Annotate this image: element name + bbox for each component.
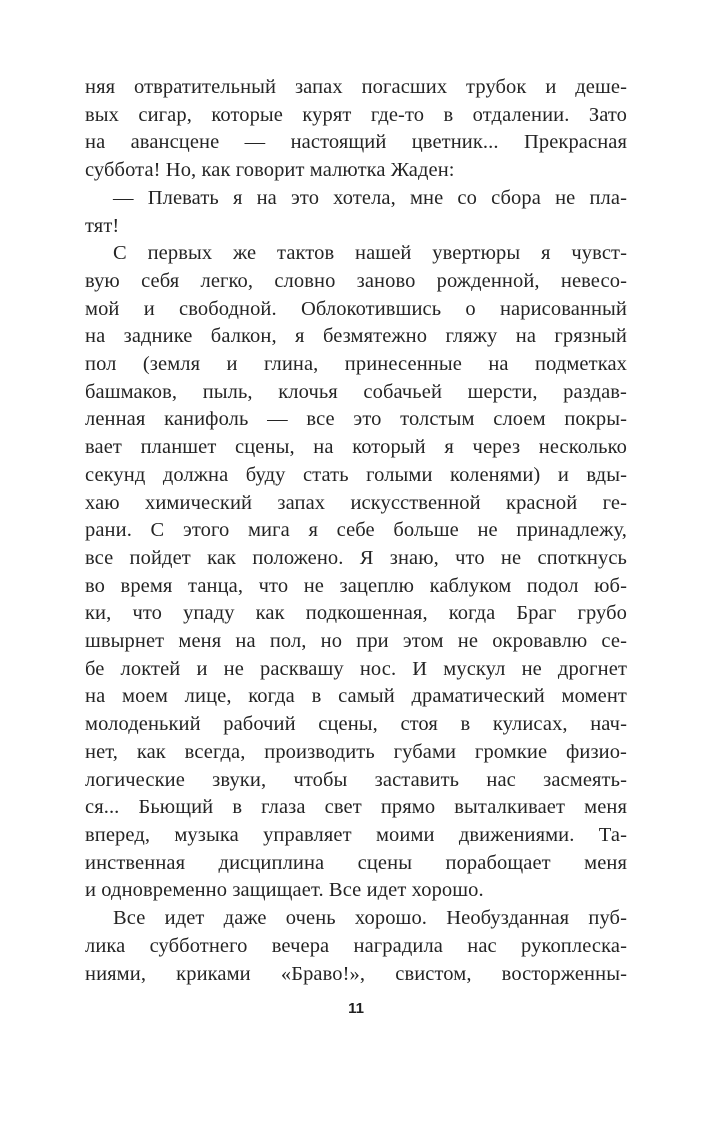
text-line: инственная дисциплина сцены порабощает меня xyxy=(85,851,627,874)
text-line: ся... Бьющий в глаза свет прямо выталкивает меня xyxy=(85,796,627,819)
text-line: молоденький рабочий сцены, стоя в кулисах, нач- xyxy=(85,713,627,736)
text-line: ки, что упаду как подкошенная, когда Браг грубо xyxy=(85,602,627,625)
text-line: вую себя легко, словно заново рожденной, невесо- xyxy=(85,269,627,292)
text-line: на заднике балкон, я безмятежно гляжу на грязный xyxy=(85,325,627,348)
text-line: на авансцене — настоящий цветник... Прекрасная xyxy=(85,131,627,154)
text-line: и одновременно защищает. Все идет хорошо. xyxy=(85,879,484,902)
text-line: бе локтей и не расквашу нос. И мускул не дрогнет xyxy=(85,657,627,680)
text-line: башмаков, пыль, клочья собачьей шерсти, раздав- xyxy=(85,380,627,403)
text-line: на моем лице, когда в самый драматический момент xyxy=(85,685,627,708)
text-line: няя отвратительный запах погасших трубок и деше- xyxy=(85,76,627,98)
text-line: лика субботнего вечера наградила нас рукоплеска- xyxy=(85,934,627,957)
paragraph xyxy=(85,74,627,185)
text-line: тят! xyxy=(85,214,120,237)
text-line: ниями, криками «Браво!», свистом, восторженны- xyxy=(85,962,627,985)
text-line: все пойдет как положено. Я знаю, что не споткнусь xyxy=(85,546,627,569)
text-block xyxy=(85,74,627,988)
text-line: — Плевать я на это хотела, мне со сбора не пла- xyxy=(113,186,627,209)
paragraph xyxy=(85,240,627,905)
text-line: суббота! Но, как говорит малютка Жаден: xyxy=(85,159,455,182)
text-line: ленная канифоль — все это толстым слоем покры- xyxy=(85,408,627,431)
text-line: секунд должна буду стать голыми коленями) и вды- xyxy=(85,463,627,486)
text-line: нет, как всегда, производить губами громкие физио- xyxy=(85,740,627,763)
text-line: вает планшет сцены, на который я через несколько xyxy=(85,436,627,459)
text-line: швырнет меня на пол, но при этом не окровавлю се- xyxy=(85,630,627,653)
text-line: рани. С этого мига я себе больше не принадлежу, xyxy=(85,519,627,542)
text-line: Все идет даже очень хорошо. Необузданная пуб- xyxy=(113,907,627,930)
text-line: логические звуки, чтобы заставить нас засмеять- xyxy=(85,768,627,791)
paragraph xyxy=(85,905,627,988)
text-line: вперед, музыка управляет моими движениями. Та- xyxy=(85,823,627,846)
paragraph xyxy=(85,185,627,240)
text-line: вых сигар, которые курят где-то в отдалении. Зато xyxy=(85,103,627,126)
page-number: 11 xyxy=(348,1000,364,1017)
text-line: мой и свободной. Облокотившись о нарисованный xyxy=(85,297,627,320)
text-line: во время танца, что не зацеплю каблуком подол юб- xyxy=(85,574,627,597)
text-line: С первых же тактов нашей увертюры я чувст- xyxy=(113,242,627,265)
text-line: хаю химический запах искусственной красной ге- xyxy=(85,491,627,514)
text-line: пол (земля и глина, принесенные на подметках xyxy=(85,353,627,376)
